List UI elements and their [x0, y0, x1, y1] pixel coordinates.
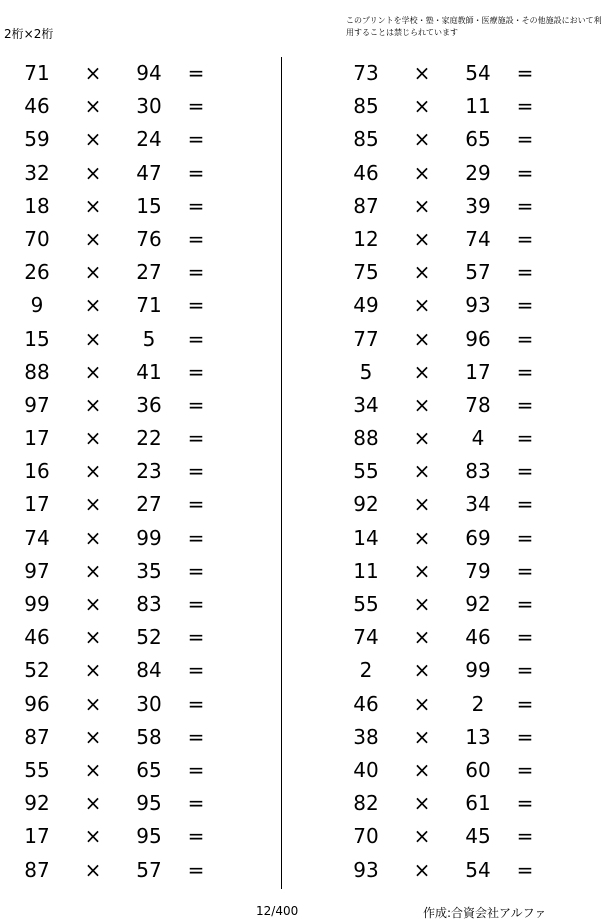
- multiply-sign: ×: [413, 392, 431, 417]
- equals-sign: =: [516, 757, 534, 782]
- first-operand: 55: [353, 459, 379, 484]
- first-operand: 85: [353, 127, 379, 152]
- first-operand: 74: [353, 625, 379, 650]
- multiply-sign: ×: [84, 625, 102, 650]
- equals-sign: =: [187, 226, 205, 251]
- first-operand: 70: [24, 226, 50, 251]
- second-operand: 54: [465, 857, 491, 882]
- second-operand: 92: [465, 592, 491, 616]
- multiply-sign: ×: [413, 492, 431, 517]
- equals-sign: =: [187, 592, 205, 616]
- first-operand: 15: [24, 326, 50, 351]
- equals-sign: =: [516, 61, 534, 85]
- equals-sign: =: [187, 94, 205, 119]
- equals-sign: =: [516, 492, 534, 517]
- multiply-sign: ×: [84, 824, 102, 849]
- multiply-sign: ×: [84, 426, 102, 451]
- multiply-sign: ×: [84, 127, 102, 152]
- multiply-sign: ×: [84, 61, 102, 85]
- multiply-sign: ×: [413, 857, 431, 882]
- equals-sign: =: [187, 260, 205, 285]
- multiply-sign: ×: [84, 326, 102, 351]
- equals-sign: =: [187, 857, 205, 882]
- second-operand: 27: [136, 492, 162, 517]
- equals-sign: =: [516, 94, 534, 119]
- multiply-sign: ×: [84, 525, 102, 550]
- second-operand: 11: [465, 94, 491, 119]
- second-operand: 99: [136, 525, 162, 550]
- equals-sign: =: [516, 160, 534, 185]
- second-operand: 24: [136, 127, 162, 152]
- equals-sign: =: [516, 691, 534, 716]
- first-operand: 49: [353, 293, 379, 318]
- second-operand: 54: [465, 61, 491, 85]
- multiply-sign: ×: [413, 326, 431, 351]
- equals-sign: =: [516, 824, 534, 849]
- equals-sign: =: [516, 293, 534, 318]
- column-divider: [281, 57, 282, 889]
- multiply-sign: ×: [84, 359, 102, 384]
- second-operand: 52: [136, 625, 162, 650]
- first-operand: 55: [353, 592, 379, 616]
- first-operand: 52: [24, 658, 50, 683]
- equals-sign: =: [516, 127, 534, 152]
- first-operand: 55: [24, 757, 50, 782]
- second-operand: 74: [465, 226, 491, 251]
- equals-sign: =: [516, 226, 534, 251]
- multiply-sign: ×: [84, 691, 102, 716]
- first-operand: 18: [24, 193, 50, 218]
- first-operand: 34: [353, 392, 379, 417]
- second-operand: 96: [465, 326, 491, 351]
- first-operand: 88: [353, 426, 379, 451]
- second-operand: 13: [465, 724, 491, 749]
- second-operand: 69: [465, 525, 491, 550]
- second-operand: 17: [465, 359, 491, 384]
- multiply-sign: ×: [413, 260, 431, 285]
- first-operand: 16: [24, 459, 50, 484]
- equals-sign: =: [187, 558, 205, 583]
- multiply-sign: ×: [413, 558, 431, 583]
- second-operand: 46: [465, 625, 491, 650]
- equals-sign: =: [187, 459, 205, 484]
- multiply-sign: ×: [413, 160, 431, 185]
- equals-sign: =: [187, 791, 205, 816]
- worksheet-title: 2桁×2桁: [4, 27, 54, 41]
- multiply-sign: ×: [413, 359, 431, 384]
- second-operand: 39: [465, 193, 491, 218]
- multiply-sign: ×: [84, 293, 102, 318]
- first-operand: 17: [24, 492, 50, 517]
- second-operand: 23: [136, 459, 162, 484]
- second-operand: 79: [465, 558, 491, 583]
- multiply-sign: ×: [413, 757, 431, 782]
- equals-sign: =: [187, 625, 205, 650]
- equals-sign: =: [187, 426, 205, 451]
- second-operand: 84: [136, 658, 162, 683]
- first-operand: 74: [24, 525, 50, 550]
- first-operand: 97: [24, 558, 50, 583]
- equals-sign: =: [516, 525, 534, 550]
- second-operand: 71: [136, 293, 162, 318]
- first-operand: 2: [359, 658, 373, 683]
- second-operand: 57: [136, 857, 162, 882]
- equals-sign: =: [516, 791, 534, 816]
- first-operand: 17: [24, 824, 50, 849]
- equals-sign: =: [187, 160, 205, 185]
- equals-sign: =: [187, 525, 205, 550]
- equals-sign: =: [187, 492, 205, 517]
- multiply-sign: ×: [84, 592, 102, 616]
- multiply-sign: ×: [84, 724, 102, 749]
- author-credit: 作成:合資会社アルファ: [423, 906, 547, 920]
- first-operand: 71: [24, 61, 50, 85]
- first-operand: 92: [353, 492, 379, 517]
- multiply-sign: ×: [413, 625, 431, 650]
- equals-sign: =: [187, 359, 205, 384]
- second-operand: 57: [465, 260, 491, 285]
- equals-sign: =: [187, 824, 205, 849]
- second-operand: 30: [136, 94, 162, 119]
- equals-sign: =: [187, 392, 205, 417]
- equals-sign: =: [187, 724, 205, 749]
- multiply-sign: ×: [84, 459, 102, 484]
- multiply-sign: ×: [413, 525, 431, 550]
- multiply-sign: ×: [84, 857, 102, 882]
- second-operand: 2: [471, 691, 485, 716]
- first-operand: 96: [24, 691, 50, 716]
- second-operand: 78: [465, 392, 491, 417]
- first-operand: 97: [24, 392, 50, 417]
- multiply-sign: ×: [84, 791, 102, 816]
- first-operand: 77: [353, 326, 379, 351]
- second-operand: 41: [136, 359, 162, 384]
- second-operand: 95: [136, 791, 162, 816]
- first-operand: 82: [353, 791, 379, 816]
- first-operand: 85: [353, 94, 379, 119]
- first-operand: 87: [353, 193, 379, 218]
- equals-sign: =: [187, 691, 205, 716]
- multiply-sign: ×: [84, 658, 102, 683]
- equals-sign: =: [516, 359, 534, 384]
- equals-sign: =: [516, 658, 534, 683]
- multiply-sign: ×: [84, 757, 102, 782]
- first-operand: 46: [353, 691, 379, 716]
- equals-sign: =: [187, 757, 205, 782]
- multiply-sign: ×: [84, 193, 102, 218]
- second-operand: 83: [465, 459, 491, 484]
- multiply-sign: ×: [84, 94, 102, 119]
- multiply-sign: ×: [84, 558, 102, 583]
- multiply-sign: ×: [413, 824, 431, 849]
- equals-sign: =: [187, 658, 205, 683]
- multiply-sign: ×: [84, 226, 102, 251]
- first-operand: 87: [24, 857, 50, 882]
- equals-sign: =: [187, 293, 205, 318]
- second-operand: 99: [465, 658, 491, 683]
- multiply-sign: ×: [84, 260, 102, 285]
- second-operand: 45: [465, 824, 491, 849]
- equals-sign: =: [516, 392, 534, 417]
- first-operand: 46: [24, 94, 50, 119]
- first-operand: 40: [353, 757, 379, 782]
- first-operand: 26: [24, 260, 50, 285]
- multiply-sign: ×: [84, 160, 102, 185]
- multiply-sign: ×: [413, 94, 431, 119]
- multiply-sign: ×: [413, 592, 431, 616]
- multiply-sign: ×: [413, 226, 431, 251]
- multiply-sign: ×: [413, 127, 431, 152]
- second-operand: 36: [136, 392, 162, 417]
- multiply-sign: ×: [413, 658, 431, 683]
- second-operand: 27: [136, 260, 162, 285]
- multiply-sign: ×: [413, 426, 431, 451]
- equals-sign: =: [516, 459, 534, 484]
- multiply-sign: ×: [413, 459, 431, 484]
- second-operand: 22: [136, 426, 162, 451]
- second-operand: 83: [136, 592, 162, 616]
- equals-sign: =: [516, 193, 534, 218]
- equals-sign: =: [516, 857, 534, 882]
- equals-sign: =: [187, 127, 205, 152]
- second-operand: 29: [465, 160, 491, 185]
- multiply-sign: ×: [413, 193, 431, 218]
- first-operand: 99: [24, 592, 50, 616]
- usage-notice: このプリントを学校・塾・家庭教師・医療施設・その他施設において利用することは禁じられています: [346, 16, 602, 37]
- first-operand: 93: [353, 857, 379, 882]
- second-operand: 95: [136, 824, 162, 849]
- first-operand: 9: [30, 293, 44, 318]
- multiply-sign: ×: [413, 293, 431, 318]
- first-operand: 38: [353, 724, 379, 749]
- first-operand: 92: [24, 791, 50, 816]
- page-number: 12/400: [256, 904, 299, 918]
- equals-sign: =: [187, 193, 205, 218]
- second-operand: 61: [465, 791, 491, 816]
- second-operand: 65: [465, 127, 491, 152]
- first-operand: 5: [359, 359, 373, 384]
- first-operand: 46: [353, 160, 379, 185]
- multiply-sign: ×: [413, 691, 431, 716]
- first-operand: 87: [24, 724, 50, 749]
- multiply-sign: ×: [413, 724, 431, 749]
- equals-sign: =: [516, 592, 534, 616]
- first-operand: 12: [353, 226, 379, 251]
- first-operand: 70: [353, 824, 379, 849]
- first-operand: 88: [24, 359, 50, 384]
- multiply-sign: ×: [84, 392, 102, 417]
- equals-sign: =: [187, 61, 205, 85]
- first-operand: 14: [353, 525, 379, 550]
- second-operand: 76: [136, 226, 162, 251]
- equals-sign: =: [516, 558, 534, 583]
- equals-sign: =: [516, 326, 534, 351]
- multiply-sign: ×: [84, 492, 102, 517]
- second-operand: 4: [471, 426, 485, 451]
- second-operand: 15: [136, 193, 162, 218]
- multiply-sign: ×: [413, 791, 431, 816]
- first-operand: 32: [24, 160, 50, 185]
- second-operand: 34: [465, 492, 491, 517]
- equals-sign: =: [516, 625, 534, 650]
- first-operand: 11: [353, 558, 379, 583]
- equals-sign: =: [516, 724, 534, 749]
- equals-sign: =: [187, 326, 205, 351]
- second-operand: 5: [142, 326, 156, 351]
- multiply-sign: ×: [413, 61, 431, 85]
- equals-sign: =: [516, 260, 534, 285]
- first-operand: 59: [24, 127, 50, 152]
- first-operand: 46: [24, 625, 50, 650]
- first-operand: 75: [353, 260, 379, 285]
- first-operand: 73: [353, 61, 379, 85]
- second-operand: 30: [136, 691, 162, 716]
- first-operand: 17: [24, 426, 50, 451]
- second-operand: 94: [136, 61, 162, 85]
- second-operand: 47: [136, 160, 162, 185]
- second-operand: 93: [465, 293, 491, 318]
- equals-sign: =: [516, 426, 534, 451]
- second-operand: 58: [136, 724, 162, 749]
- second-operand: 35: [136, 558, 162, 583]
- second-operand: 65: [136, 757, 162, 782]
- second-operand: 60: [465, 757, 491, 782]
